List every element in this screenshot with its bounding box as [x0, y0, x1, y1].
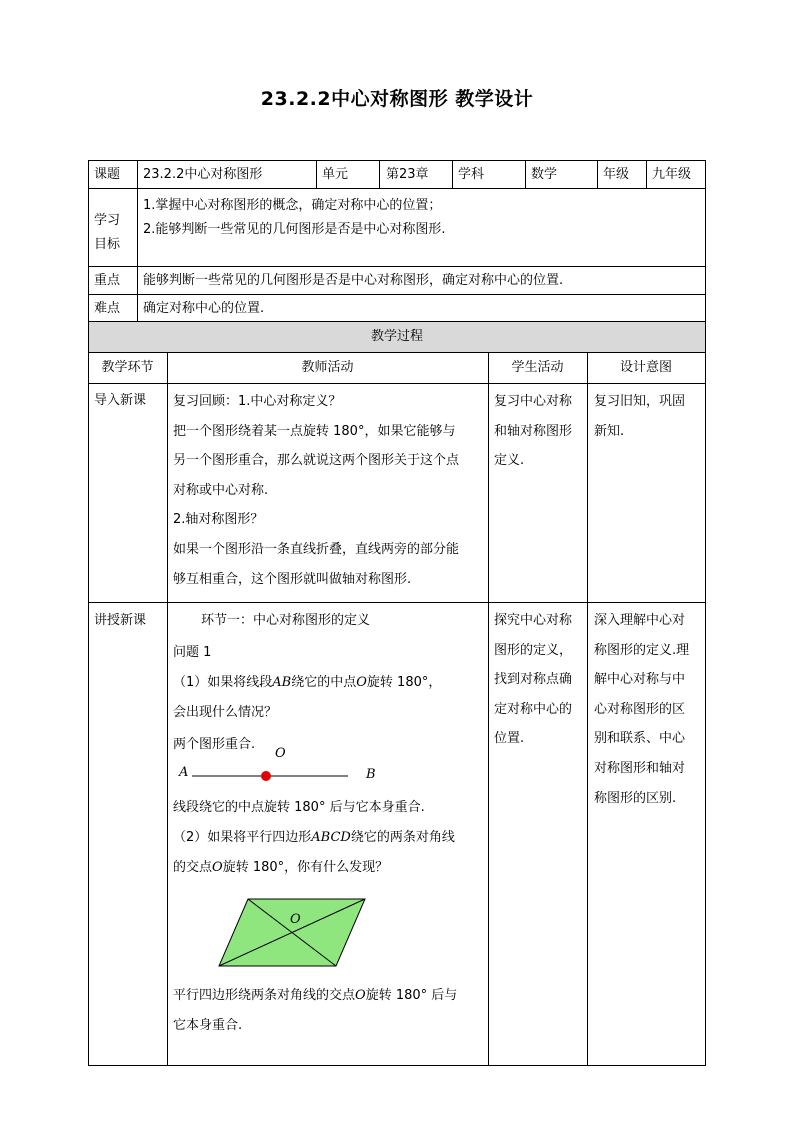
key-label: 重点 — [94, 273, 121, 288]
teacher-line: 对称或中心对称. — [173, 482, 269, 498]
teacher-line: 复习回顾：1.中心对称定义？ — [173, 394, 342, 409]
student-line: 找到对称点确 — [494, 672, 573, 688]
text-run: 旋转 180°， — [366, 675, 442, 690]
key-value: 能够判断一些常见的几何图形是否是中心对称图形，确定对称中心的位置. — [143, 273, 564, 288]
text-run: 旋转 180°，你有什么发现？ — [222, 860, 389, 875]
table-border — [488, 352, 489, 1066]
page-title: 23.2.2中心对称图形 教学设计 — [260, 88, 534, 110]
intent-line: 解中心对称与中 — [594, 672, 686, 688]
segment-name: AB — [272, 675, 292, 690]
intent-line: 称图形的定义.理 — [594, 642, 690, 658]
table-border — [88, 602, 706, 603]
student-line: 复习中心对称 — [494, 394, 573, 409]
shape-name: ABCD — [311, 830, 351, 845]
intent-line: 心对称图形的区 — [594, 701, 686, 717]
goals-text — [143, 194, 446, 242]
student-line: 位置. — [494, 731, 525, 747]
question-2 — [173, 830, 485, 846]
teacher-line: 够互相重合，这个图形就叫做轴对称图形. — [173, 571, 412, 587]
teacher-line: 如果一个图形沿一条直线折叠，直线两旁的部分能 — [173, 541, 460, 557]
table-border — [88, 383, 706, 384]
text-run: 的交点 — [173, 860, 213, 875]
col-intent-header: 设计意图 — [619, 360, 672, 375]
answer-2 — [173, 988, 485, 1004]
table-border — [167, 352, 168, 1066]
col-student-header: 学生活动 — [511, 360, 564, 375]
student-line: 定义. — [494, 453, 525, 469]
question-label: 问题 1 — [173, 645, 212, 660]
table-border — [88, 160, 706, 161]
text-run: 绕它的两条对角线 — [350, 830, 455, 845]
text-run: 旋转 180° 后与 — [365, 988, 458, 1003]
goals-label-line: 目标 — [94, 237, 121, 252]
teacher-line: 另一个图形重合，那么就说这两个图形关于这个点 — [173, 453, 460, 469]
difficulty-value: 确定对称中心的位置. — [143, 301, 265, 316]
table-border — [88, 188, 706, 189]
table-border — [88, 160, 89, 1066]
goals-label — [94, 209, 120, 257]
process-header: 教学过程 — [370, 329, 423, 344]
table-border — [316, 160, 317, 188]
topic-label: 课题 — [94, 167, 121, 182]
topic-value: 23.2.2中心对称图形 — [143, 167, 263, 182]
grade-value: 九年级 — [652, 167, 692, 182]
col-stage-header: 教学环节 — [101, 360, 154, 375]
answer-1b: 线段绕它的中点旋转 180° 后与它本身重合. — [173, 800, 425, 815]
grade-label: 年级 — [603, 167, 630, 182]
difficulty-label: 难点 — [94, 301, 121, 316]
row1-student — [494, 387, 572, 476]
table-border — [587, 352, 588, 1066]
subject-label: 学科 — [458, 167, 485, 182]
table-border — [88, 266, 706, 267]
text-run: 平行四边形绕两条对角线的交点 — [173, 988, 356, 1003]
question-2-cont — [173, 860, 485, 876]
label-a: A — [179, 765, 189, 780]
point-name: O — [212, 860, 223, 875]
subject-value: 数学 — [531, 167, 558, 182]
table-border — [646, 160, 647, 188]
label-b: B — [366, 767, 376, 782]
goal-item: 2.能够判断一些常见的几何图形是否是中心对称图形. — [143, 222, 446, 237]
intent-line: 新知. — [594, 423, 625, 439]
text-run: 绕它的中点 — [291, 675, 357, 690]
table-border — [88, 294, 706, 295]
answer-2-cont: 它本身重合. — [173, 1018, 243, 1033]
intent-line: 称图形的区别. — [594, 790, 677, 806]
text-run: （1）如果将线段 — [173, 675, 273, 690]
table-border — [88, 1065, 706, 1066]
row2-intent — [594, 606, 689, 813]
midpoint-o — [261, 771, 271, 781]
table-border — [452, 160, 453, 188]
answer-1: 两个图形重合. — [173, 737, 256, 752]
student-line: 定对称中心的 — [494, 701, 573, 717]
table-border — [137, 160, 138, 321]
goals-label-line: 学习 — [94, 213, 121, 228]
table-border — [88, 352, 706, 353]
table-border — [525, 160, 526, 188]
teacher-line: 把一个图形绕着某一点旋转 180°，如果它能够与 — [173, 423, 456, 439]
col-teacher-header: 教师活动 — [301, 360, 354, 375]
intent-line: 深入理解中心对 — [594, 613, 686, 628]
question-1-cont: 会出现什么情况？ — [173, 705, 278, 720]
goal-item: 1.掌握中心对称图形的概念，确定对称中心的位置； — [143, 198, 442, 213]
teacher-line: 2.轴对称图形？ — [173, 512, 264, 528]
intent-line: 复习旧知，巩固 — [594, 394, 686, 409]
section-title: 环节一：中心对称图形的定义 — [201, 613, 371, 628]
row2-student — [494, 606, 572, 754]
row1-teacher — [173, 387, 485, 594]
unit-value: 第23章 — [386, 167, 429, 182]
point-name: O — [355, 988, 366, 1003]
intent-line: 别和联系、中心 — [594, 731, 686, 747]
row1-intent — [594, 387, 685, 446]
intent-line: 对称图形和轴对 — [594, 760, 686, 776]
unit-label: 单元 — [322, 167, 349, 182]
parallelogram-diagram — [215, 895, 375, 970]
row2-stage: 讲授新课 — [94, 613, 147, 628]
table-border — [705, 160, 706, 1066]
question-1 — [173, 675, 485, 691]
point-name: O — [356, 675, 367, 690]
row1-stage: 导入新课 — [94, 393, 147, 408]
table-border — [597, 160, 598, 188]
table-border — [379, 160, 380, 188]
student-line: 和轴对称图形 — [494, 423, 573, 439]
label-o-parallelogram: O — [290, 912, 301, 927]
table-border — [88, 321, 706, 322]
student-line: 图形的定义， — [494, 642, 573, 658]
student-line: 探究中心对称 — [494, 613, 573, 628]
text-run: （2）如果将平行四边形 — [173, 830, 312, 845]
label-o: O — [275, 746, 286, 761]
